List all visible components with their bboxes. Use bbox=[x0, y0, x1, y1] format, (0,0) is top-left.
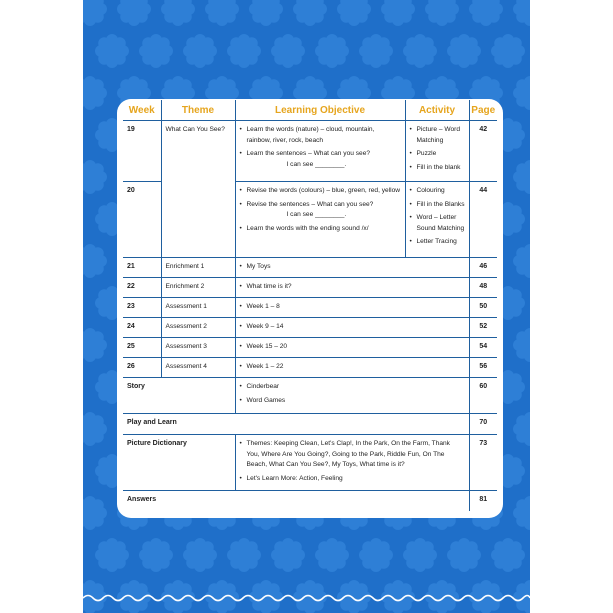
flower-decoration bbox=[83, 160, 107, 194]
page-cell: 48 bbox=[469, 278, 497, 298]
table-row bbox=[123, 491, 497, 511]
objective-cell bbox=[235, 358, 469, 378]
week-cell: 26 bbox=[123, 358, 161, 378]
page-cell: 54 bbox=[469, 338, 497, 358]
flower-decoration bbox=[139, 34, 173, 68]
flower-decoration bbox=[513, 412, 530, 446]
table-row bbox=[123, 338, 497, 358]
flower-decoration bbox=[161, 0, 195, 26]
flower-decoration bbox=[271, 538, 305, 572]
week-cell: 21 bbox=[123, 258, 161, 278]
objective-cell bbox=[235, 318, 469, 338]
picture-dictionary-items bbox=[235, 435, 469, 491]
objective-line: I can see ________. bbox=[286, 211, 347, 218]
objective-item: • What time is it? bbox=[240, 282, 465, 293]
answers-label: Answers bbox=[123, 491, 469, 511]
flower-decoration bbox=[447, 34, 481, 68]
theme-cell: What Can You See? bbox=[161, 121, 235, 258]
objective-item: • Revise the words (colours) – blue, green, red, yellow bbox=[240, 186, 401, 197]
flower-decoration bbox=[315, 34, 349, 68]
flower-decoration bbox=[139, 538, 173, 572]
header-activity: Activity bbox=[405, 100, 469, 121]
activity-item: • Puzzle bbox=[410, 149, 465, 160]
table-row bbox=[123, 378, 497, 414]
objective-item: • Week 1 – 22 bbox=[240, 362, 465, 373]
flower-decoration bbox=[315, 538, 349, 572]
contents-table bbox=[123, 100, 497, 511]
objective-item: • Week 15 – 20 bbox=[240, 342, 465, 353]
flower-decoration bbox=[359, 34, 393, 68]
header-learning-objective: Learning Objective bbox=[235, 100, 405, 121]
week-cell: 22 bbox=[123, 278, 161, 298]
page-cell: 81 bbox=[479, 496, 488, 503]
flower-decoration bbox=[425, 0, 459, 26]
page-cell: 46 bbox=[469, 258, 497, 278]
activity-item: • Word – Letter Sound Matching bbox=[410, 213, 465, 234]
activity-item: • Fill in the blank bbox=[410, 163, 465, 174]
page-cell: 56 bbox=[469, 358, 497, 378]
objective-item: • My Toys bbox=[240, 262, 465, 273]
objective-cell bbox=[235, 121, 405, 182]
objective-line: • Revise the sentences – What can you see? bbox=[246, 200, 374, 208]
header-theme: Theme bbox=[161, 100, 235, 121]
objective-item: • Learn the words (nature) – cloud, mountain, rainbow, river, rock, beach bbox=[240, 125, 401, 146]
flower-decoration bbox=[117, 0, 151, 26]
table-row bbox=[123, 358, 497, 378]
flower-decoration bbox=[83, 76, 107, 110]
story-item: • Cinderbear bbox=[240, 382, 465, 393]
table-row bbox=[123, 278, 497, 298]
objective-line: I can see ________. bbox=[286, 160, 347, 168]
objective-item bbox=[240, 200, 401, 221]
table-row bbox=[123, 258, 497, 278]
activity-cell bbox=[405, 121, 469, 182]
objective-line: • Learn the sentences – What can you see? bbox=[246, 150, 371, 157]
story-item: • Word Games bbox=[240, 396, 465, 407]
theme-cell: Enrichment 2 bbox=[161, 278, 235, 298]
wavy-line-decoration bbox=[83, 591, 530, 605]
activity-item: • Colouring bbox=[410, 186, 465, 197]
page-cell: 42 bbox=[469, 121, 497, 182]
objective-item: • Week 1 – 8 bbox=[240, 302, 465, 313]
flower-decoration bbox=[83, 412, 107, 446]
objective-cell bbox=[235, 182, 405, 258]
flower-decoration bbox=[293, 0, 327, 26]
header-week: Week bbox=[123, 100, 161, 121]
page-cell: 60 bbox=[469, 378, 497, 414]
theme-cell: Assessment 4 bbox=[161, 358, 235, 378]
table-row bbox=[123, 298, 497, 318]
flower-decoration bbox=[403, 538, 437, 572]
objective-cell bbox=[235, 338, 469, 358]
activity-item: • Fill in the Blanks bbox=[410, 200, 465, 211]
flower-decoration bbox=[513, 328, 530, 362]
flower-decoration bbox=[381, 0, 415, 26]
table-row bbox=[123, 318, 497, 338]
flower-decoration bbox=[491, 34, 525, 68]
flower-decoration bbox=[183, 34, 217, 68]
header-row bbox=[123, 100, 497, 121]
table-row bbox=[123, 121, 497, 182]
theme-cell: Assessment 1 bbox=[161, 298, 235, 318]
flower-decoration bbox=[403, 34, 437, 68]
table-row bbox=[123, 435, 497, 491]
flower-decoration bbox=[447, 538, 481, 572]
flower-decoration bbox=[469, 0, 503, 26]
page-cell: 50 bbox=[469, 298, 497, 318]
page-cell: 73 bbox=[469, 435, 497, 491]
week-cell: 23 bbox=[123, 298, 161, 318]
activity-item: • Picture – Word Matching bbox=[410, 125, 465, 146]
flower-decoration bbox=[183, 538, 217, 572]
flower-decoration bbox=[205, 0, 239, 26]
flower-decoration bbox=[513, 160, 530, 194]
week-cell: 25 bbox=[123, 338, 161, 358]
dictionary-item: • Themes: Keeping Clean, Let's Clap!, In the Park, On the Farm, Thank You, Where Are You Going?, Going to the Park, Riddle Fun, On The Beach, What Can You See?, My Toys, What time is it? bbox=[240, 439, 465, 471]
objective-item: • Week 9 – 14 bbox=[240, 322, 465, 333]
theme-cell: Assessment 3 bbox=[161, 338, 235, 358]
flower-decoration bbox=[83, 0, 107, 26]
header-page: Page bbox=[469, 100, 497, 121]
flower-decoration bbox=[491, 538, 525, 572]
flower-decoration bbox=[83, 496, 107, 530]
flower-decoration bbox=[359, 538, 393, 572]
dictionary-item: • Let's Learn More: Action, Feeling bbox=[240, 474, 465, 485]
flower-decoration bbox=[83, 244, 107, 278]
flower-decoration bbox=[95, 34, 129, 68]
activity-item: • Letter Tracing bbox=[410, 237, 465, 248]
flower-decoration bbox=[513, 496, 530, 530]
flower-decoration bbox=[513, 76, 530, 110]
flower-decoration bbox=[249, 0, 283, 26]
page-cell: 44 bbox=[469, 182, 497, 258]
theme-cell: Enrichment 1 bbox=[161, 258, 235, 278]
week-cell: 19 bbox=[123, 121, 161, 182]
table-row bbox=[123, 414, 497, 435]
picture-dictionary-label: Picture Dictionary bbox=[123, 435, 235, 491]
story-items bbox=[235, 378, 469, 414]
page-cell: 70 bbox=[469, 414, 497, 435]
objective-cell bbox=[235, 258, 469, 278]
page-cell: 52 bbox=[469, 318, 497, 338]
flower-decoration bbox=[83, 328, 107, 362]
flower-decoration bbox=[95, 538, 129, 572]
flower-decoration bbox=[513, 244, 530, 278]
flower-decoration bbox=[227, 538, 261, 572]
week-cell: 24 bbox=[123, 318, 161, 338]
flower-decoration bbox=[271, 34, 305, 68]
week-cell: 20 bbox=[123, 182, 161, 258]
objective-cell bbox=[235, 278, 469, 298]
flower-decoration bbox=[227, 34, 261, 68]
activity-cell bbox=[405, 182, 469, 258]
story-label: Story bbox=[123, 378, 235, 414]
objective-cell bbox=[235, 298, 469, 318]
flower-decoration bbox=[337, 0, 371, 26]
flower-decoration bbox=[513, 0, 530, 26]
theme-cell: Assessment 2 bbox=[161, 318, 235, 338]
play-and-learn-label: Play and Learn bbox=[123, 414, 469, 435]
objective-item bbox=[240, 149, 401, 170]
objective-item: • Learn the words with the ending sound /x/ bbox=[240, 224, 401, 235]
